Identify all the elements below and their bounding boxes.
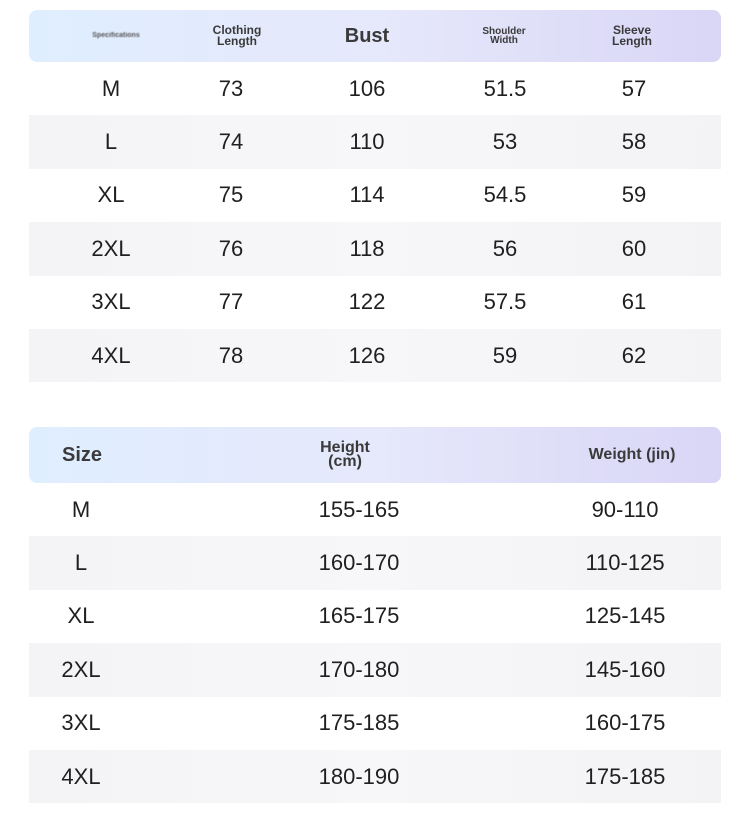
header-specifications: Specifications <box>92 31 140 39</box>
header-shoulder-width: Shoulder Width <box>482 26 526 46</box>
table-row <box>29 62 721 115</box>
size-cell: M <box>101 75 121 101</box>
sleeve-length-cell: 58 <box>621 129 647 155</box>
measurement-table-header <box>29 10 721 62</box>
size-cell: 2XL <box>91 235 131 261</box>
bust-cell: 110 <box>349 129 385 155</box>
fit-table-body <box>29 483 721 803</box>
size-cell: 4XL <box>61 763 101 789</box>
weight-cell: 110-125 <box>585 550 665 576</box>
header-sleeve-length: Sleeve Length <box>612 23 652 48</box>
height-cell: 165-175 <box>318 603 400 629</box>
size-cell: XL <box>67 603 95 629</box>
table-row <box>29 483 721 536</box>
fit-table <box>29 427 721 803</box>
weight-cell: 145-160 <box>584 656 666 682</box>
height-cell: 180-190 <box>318 763 400 789</box>
table-row <box>29 276 721 329</box>
size-cell: L <box>74 550 88 576</box>
clothing-length-cell: 75 <box>218 182 244 208</box>
table-row <box>29 697 721 750</box>
clothing-length-cell: 78 <box>218 342 244 368</box>
table-row <box>29 536 721 589</box>
shoulder-width-cell: 59 <box>492 342 518 368</box>
weight-cell: 175-185 <box>584 763 666 789</box>
shoulder-width-cell: 56 <box>492 235 518 261</box>
size-cell: 3XL <box>91 289 131 315</box>
sleeve-length-cell: 62 <box>621 342 647 368</box>
sleeve-length-cell: 57 <box>621 75 647 101</box>
clothing-length-cell: 77 <box>218 289 244 315</box>
size-cell: 3XL <box>61 710 101 736</box>
shoulder-width-cell: 51.5 <box>483 75 527 101</box>
shoulder-width-cell: 54.5 <box>483 182 527 208</box>
bust-cell: 106 <box>348 75 386 101</box>
bust-cell: 114 <box>349 182 385 208</box>
sleeve-length-cell: 61 <box>621 289 647 315</box>
table-row <box>29 643 721 696</box>
height-cell: 175-185 <box>318 710 400 736</box>
measurement-table <box>29 10 721 382</box>
clothing-length-cell: 73 <box>218 75 244 101</box>
size-cell: L <box>104 129 118 155</box>
bust-cell: 126 <box>348 342 386 368</box>
table-row <box>29 329 721 382</box>
clothing-length-cell: 74 <box>218 129 244 155</box>
header-bust: Bust <box>344 25 390 47</box>
height-cell: 155-165 <box>318 496 400 522</box>
sleeve-length-cell: 60 <box>621 235 647 261</box>
bust-cell: 122 <box>348 289 386 315</box>
weight-cell: 90-110 <box>591 496 659 522</box>
table-row <box>29 590 721 643</box>
header-height: Height (cm) <box>320 438 370 470</box>
sleeve-length-cell: 59 <box>621 182 647 208</box>
table-row <box>29 750 721 803</box>
header-weight: Weight (jin) <box>588 445 676 463</box>
weight-cell: 160-175 <box>584 710 666 736</box>
height-cell: 170-180 <box>318 656 400 682</box>
header-size: Size <box>61 444 103 466</box>
clothing-length-cell: 76 <box>218 235 244 261</box>
table-row <box>29 169 721 222</box>
table-row <box>29 115 721 168</box>
fit-table-header <box>29 427 721 483</box>
size-cell: M <box>71 496 91 522</box>
size-cell: XL <box>97 182 125 208</box>
measurement-table-body <box>29 62 721 382</box>
shoulder-width-cell: 53 <box>492 129 518 155</box>
table-row <box>29 222 721 275</box>
weight-cell: 125-145 <box>584 603 666 629</box>
height-cell: 160-170 <box>318 550 400 576</box>
bust-cell: 118 <box>349 235 385 261</box>
header-clothing-length: Clothing Length <box>212 23 262 48</box>
size-cell: 2XL <box>61 656 101 682</box>
shoulder-width-cell: 57.5 <box>483 289 527 315</box>
size-cell: 4XL <box>91 342 131 368</box>
